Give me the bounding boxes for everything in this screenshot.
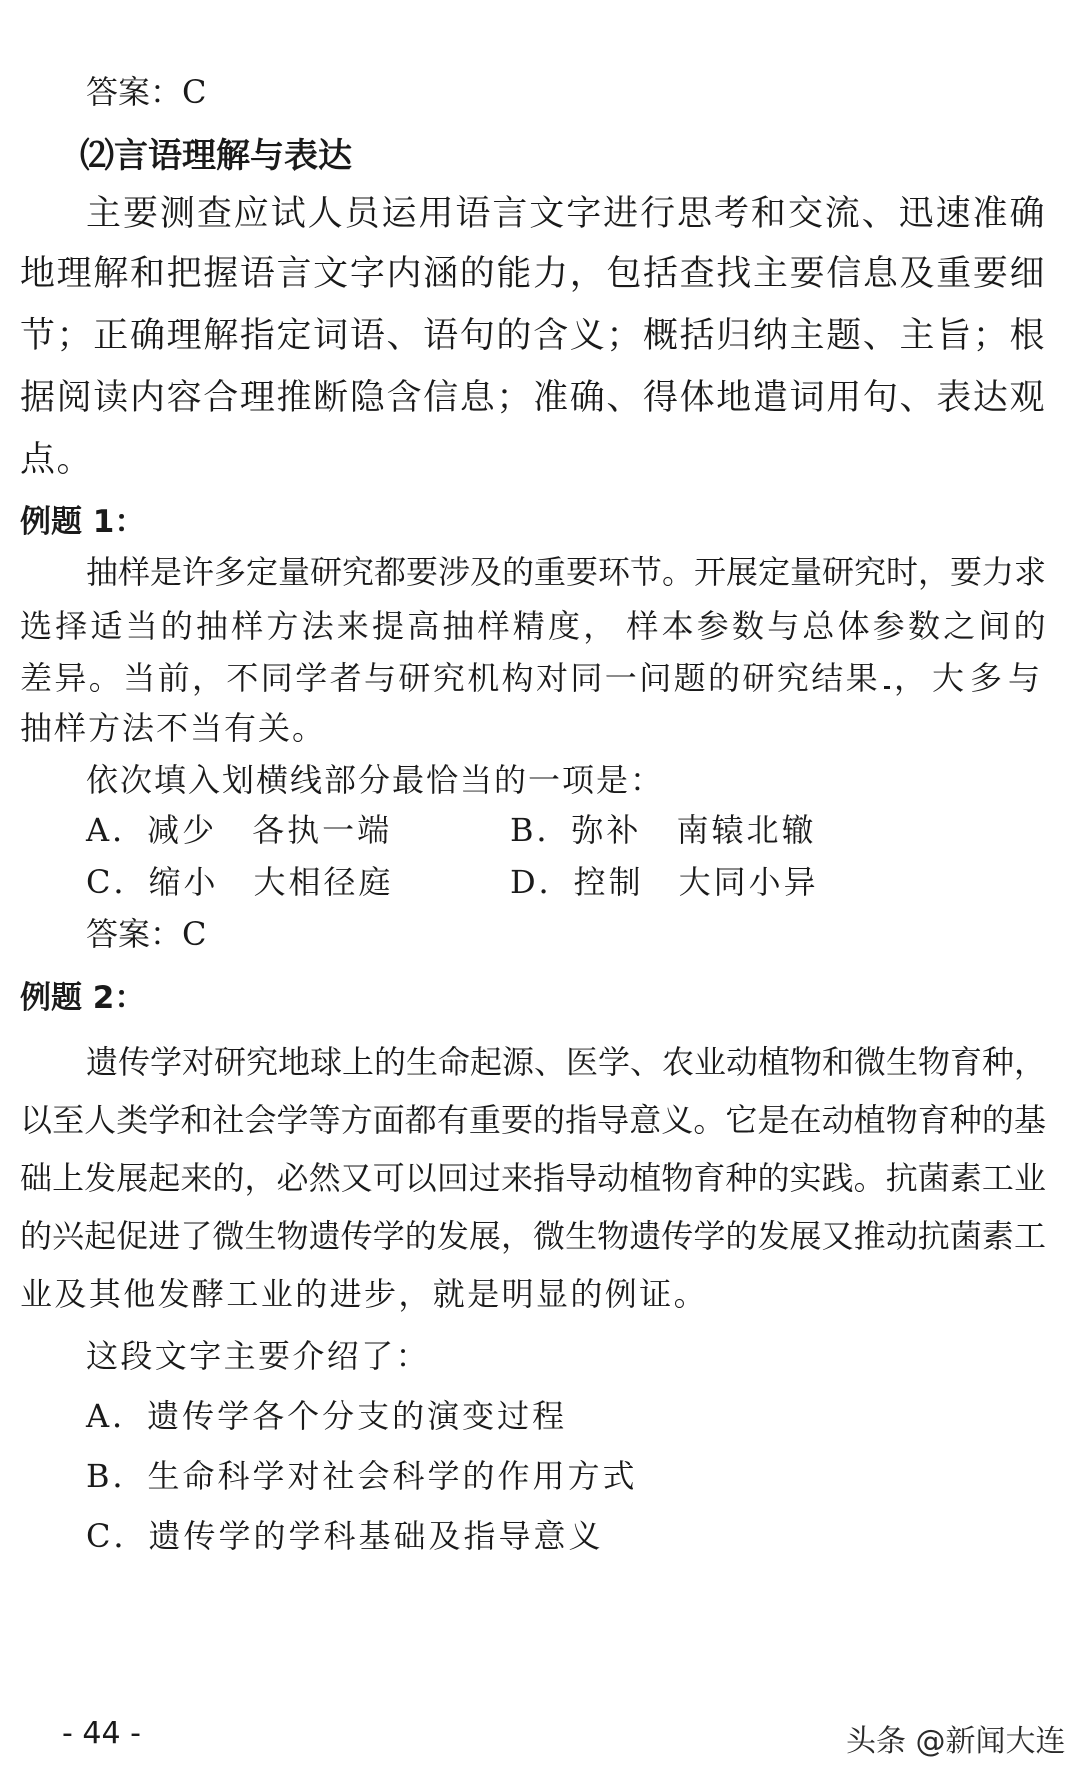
example2-title: 例题 2： <box>20 980 146 1016</box>
option-letter: A． <box>86 811 148 849</box>
option-text: 缩小 大相径庭 <box>148 863 394 901</box>
option-letter: A． <box>86 1397 148 1435</box>
option-text: 遗传学各个分支的演变过程 <box>147 1397 568 1435</box>
example1-line-2 <box>20 604 1049 646</box>
option-letter: D． <box>510 863 574 901</box>
page-number: - 44 - <box>62 1716 141 1751</box>
example1-title: 例题 1： <box>20 504 146 540</box>
example2-line-2: 以至人类学和社会学等方面都有重要的指导意义。它是在动植物育种的基 <box>20 1101 1046 1139</box>
blank-2 <box>884 656 890 689</box>
example1-line-3-pre: 差异。当前，不同学者与研究机构对同一问题的研究结果 <box>20 659 881 697</box>
section-heading: ⑵言语理解与表达 <box>80 136 352 176</box>
option-text: 遗传学的学科基础及指导意义 <box>148 1517 604 1555</box>
section-paragraph-line-3: 节；正确理解指定词语、语句的含义；概括归纳主题、主旨；根 <box>20 316 1046 356</box>
example1-question: 依次填入划横线部分最恰当的一项是： <box>86 761 665 799</box>
example1-line-3-post: ，大多与 <box>893 659 1046 697</box>
option-letter: C． <box>86 1517 149 1555</box>
option-letter: B． <box>86 1457 148 1495</box>
example1-line-2-post: 样本参数与总体参数之间的 <box>626 607 1049 645</box>
example1-line-4: 抽样方法不当有关。 <box>20 709 327 747</box>
option-text: 弥补 南辕北辙 <box>571 811 817 849</box>
section-paragraph-line-2: 地理解和把握语言文字内涵的能力，包括查找主要信息及重要细 <box>20 254 1046 294</box>
example1-line-1: 抽样是许多定量研究都要涉及的重要环节。开展定量研究时，要力求 <box>86 553 1047 591</box>
example1-line-2-pre: 选择适当的抽样方法来提高抽样精度， <box>20 607 619 645</box>
section-paragraph-line-5: 点。 <box>20 440 94 480</box>
option-text: 生命科学对社会科学的作用方式 <box>147 1457 638 1495</box>
example2-line-4: 的兴起促进了微生物遗传学的发展，微生物遗传学的发展又推动抗菌素工 <box>20 1217 1046 1255</box>
example2-option-c <box>86 1516 604 1556</box>
example1-option-c <box>86 862 394 902</box>
section-paragraph-line-1: 主要测查应试人员运用语言文字进行思考和交流、迅速准确 <box>86 194 1046 234</box>
example2-line-3: 础上发展起来的，必然又可以回过来指导动植物育种的实践。抗菌素工业 <box>20 1159 1046 1197</box>
watermark: 头条 @新闻大连 <box>846 1724 1066 1759</box>
example1-answer: 答案：C <box>86 915 207 953</box>
section-paragraph-line-4: 据阅读内容合理推断隐含信息；准确、得体地遣词用句、表达观 <box>20 378 1046 418</box>
top-answer: 答案：C <box>86 73 207 111</box>
example1-option-a <box>86 810 392 850</box>
example2-option-b <box>86 1456 638 1496</box>
example2-question: 这段文字主要介绍了： <box>86 1337 431 1375</box>
option-text: 减少 各执一端 <box>147 811 393 849</box>
example2-line-1: 遗传学对研究地球上的生命起源、医学、农业动植物和微生物育种， <box>86 1043 1047 1081</box>
option-text: 控制 大同小异 <box>573 863 819 901</box>
option-letter: B． <box>510 811 572 849</box>
example1-line-3 <box>20 656 1046 698</box>
example2-line-5: 业及其他发酵工业的进步，就是明显的例证。 <box>20 1275 709 1313</box>
option-letter: C． <box>86 863 149 901</box>
example1-option-b <box>510 810 817 850</box>
example2-option-a <box>86 1396 567 1436</box>
example1-option-d <box>510 862 819 902</box>
